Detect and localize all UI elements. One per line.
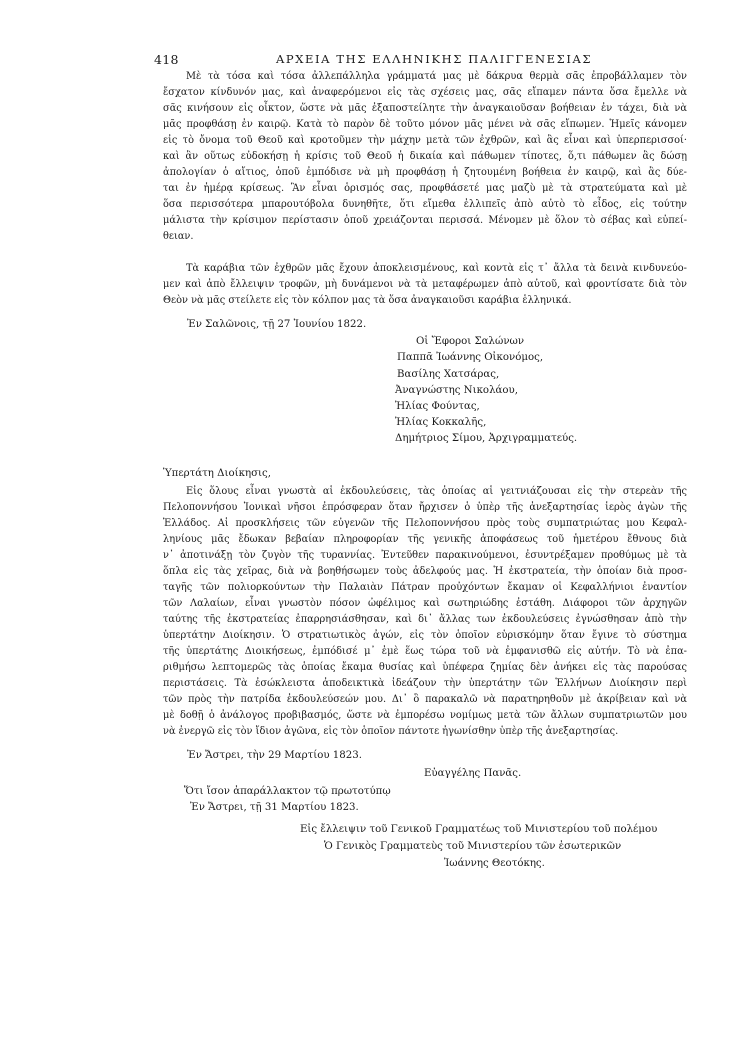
closing-line: Εἰς ἔλλειψιν τοῦ Γενικοῦ Γραμματέως τοῦ Μινιστερίου τοῦ πολέμου — [300, 824, 658, 835]
text-line: Μὲ τὰ τόσα καὶ τόσα ἀλλεπάλληλα γράμματά μας μὲ δάκρυα θερμὰ σᾶς ἐπροβάλλαμεν τὸν — [186, 71, 687, 82]
letter2-body — [163, 484, 687, 740]
page-number: 418 — [154, 52, 179, 67]
text-line: ται ἐν ἡμέρᾳ κρίσεως. Ἂν εἶναι ὁρισμός σας, προφθάσετέ μας μαζὺ μὲ τὰ στρατεύματα καὶ μὲ — [163, 183, 687, 194]
text-line: Τὰ καράβια τῶν ἐχθρῶν μᾶς ἔχουν ἀποκλεισμένους, καὶ κοντὰ εἰς τ᾽ ἄλλα τὰ δεινὰ κινδυνεύο- — [186, 263, 687, 274]
text-line: Πελοποννήσου Ἰονικαὶ νῆσοι ἐπρόσφεραν ὅταν ἤρχισεν ὁ ὑπὲρ τῆς ἀνεξαρτησίας ἱερὸς ἀγὼν τῆς — [163, 502, 687, 513]
text-line: Θεὸν νὰ μᾶς στείλετε εἰς τὸν κόλπον μας τὰ ὅσα ἀναγκαιοῦσι καράβια ἑλληνικά. — [163, 295, 572, 306]
closing-line: Ὁ Γενικὸς Γραμματεὺς τοῦ Μινιστερίου τῶν ἐσωτερικῶν — [324, 841, 622, 852]
signature-line: Ἀναγνώστης Νικολάου, — [395, 385, 518, 396]
text-line: νὰ ἐνεργῶ εἰς τὸν ἴδιον ἀγῶνα, εἰς τὸν ὁποῖον πάντοτε ἠγωνίσθην ὑπὲρ τῆς ἀνεξαρτησίας. — [163, 726, 619, 737]
letter2-signature: Εὐαγγέλης Πανᾶς. — [424, 768, 522, 779]
signature-line: Δημήτριος Σίμου, Ἀρχιγραμματεύς. — [395, 433, 578, 444]
signature-line: Ἠλίας Κοκκαλῆς, — [395, 417, 487, 428]
text-line: τῶν πρὸς τὴν πατρίδα ἐκδουλεύσεών μου. Δι᾽ ὃ παρακαλῶ νὰ παρατηρηθοῦν μὲ ἀκρίβειαν καὶ νὰ — [163, 694, 687, 705]
text-line: καὶ ἂν οὕτως εὐδοκήσῃ ἡ κρίσις τοῦ Θεοῦ ἡ δικαία καὶ πάθωμεν τίποτες, ὅ,τι πάθωμεν ἂς δώσῃ — [163, 151, 687, 162]
signature-heading: Οἱ Ἔφοροι Σαλώνων — [416, 336, 525, 347]
letter1-date: Ἐν Σαλῶνοις, τῇ 27 Ἰουνίου 1822. — [187, 319, 367, 330]
letter2-date: Ἐν Ἄστρει, τὴν 29 Μαρτίου 1823. — [187, 750, 362, 761]
text-line: ἀπολογίαν ὁ αἴτιος, ὁποῦ ἐμπόδισε νὰ μὴ προφθάσῃ ἡ ζητουμένη βοήθεια ἐν καιρῷ, καὶ ἂς δύε- — [163, 167, 687, 178]
text-line: μὲ δοθῇ ὁ ἀνάλογος προβιβασμός, ὥστε νὰ ἐμπορέσω νομίμως μετὰ τῶν ἄλλων συμπατριωτῶν μου — [163, 710, 687, 721]
text-line: ληνίους μᾶς ἔδωκαν βεβαίαν πληροφορίαν τῆς γενικῆς ἀποφάσεως τοῦ ἡμετέρου ἔθνους διὰ — [163, 534, 687, 545]
signature-line: Βασίλης Χατσάρας, — [397, 369, 500, 380]
text-line: ριθμήσω λεπτομερῶς τὰς ὁποίας ἔκαμα θυσίας καὶ ὑπέφερα ζημίας δὲν ἀνήκει εἰς τὰς παρούσας — [163, 662, 687, 673]
text-line: σᾶς κινήσουν εἰς οἶκτον, ὥστε νὰ μᾶς ἐξαποστείλητε τὴν ἀναγκαιοῦσαν βοήθειαν ἐν τάχει, διὰ νὰ — [163, 103, 687, 114]
certification-date: Ἐν Ἄστρει, τῇ 31 Μαρτίου 1823. — [190, 802, 359, 813]
text-line: τῆς ὑπερτάτης Διοικήσεως, ἐμπόδισέ μ᾽ ἐμὲ ἕως τώρα τοῦ νὰ ἐμφανισθῶ εἰς αὐτήν. Τὸ νὰ ἐπα- — [163, 646, 687, 657]
text-line: θειαν. — [163, 231, 194, 242]
text-line: Ἑλλάδος. Αἱ προσκλήσεις τῶν εὐγενῶν τῆς Πελοποννήσου πρὸς τοὺς συμπατριώτας μου Κεφαλ- — [163, 518, 687, 529]
letter2-salutation: Ὑπερτάτη Διοίκησις, — [163, 468, 271, 479]
text-line: εἰς τὸ ὄνομα τοῦ Θεοῦ καὶ κροτοῦμεν τὴν μάχην μετὰ τῶν ἐχθρῶν, καὶ ἂς εἶναι καὶ ὑπερπερισσοί· — [163, 135, 687, 146]
text-line: ἔσχατον κίνδυνόν μας, καὶ ἀναφερόμενοι εἰς τὰς σχέσεις μας, σᾶς εἴπαμεν πάντα ὅσα ἔμελλε νὰ — [163, 87, 687, 98]
running-title: ΑΡΧΕΙΑ ΤΗΣ ΕΛΛΗΝΙΚΗΣ ΠΑΛΙΓΓΕΝΕΣΙΑΣ — [276, 52, 593, 66]
text-line: ν᾽ ἀποτινάξῃ τὸν ζυγὸν τῆς τυραννίας. Ἐντεῦθεν παρακινούμενοι, ἐσυντρέξαμεν προθύμως μὲ τὰ — [163, 550, 687, 561]
signature-line: Ἠλίας Φούντας, — [395, 401, 480, 412]
signature-line: Παππᾶ Ἰωάννης Οἰκονόμος, — [397, 352, 544, 363]
text-line: μᾶς προφθάσῃ ἐν καιρῷ. Κατὰ τὸ παρὸν δὲ τοῦτο μόνον μᾶς μένει νὰ σᾶς εἴπωμεν. Ἡμεῖς κάνομεν — [163, 119, 687, 130]
text-line: μεν καὶ ἀπὸ ἔλλειψιν τροφῶν, μὴ δυνάμενοι νὰ τὰ μεταφέρωμεν ἀπὸ αὐτοῦ, καὶ φροντίσατε διὰ τὸν — [163, 279, 687, 290]
text-line: περιστάσεις. Τὰ ἐσώκλειστα ἀποδεικτικὰ ἰδεάζουν τὴν ὑπερτάτην τῶν Ἑλλήνων Διοίκησιν περὶ — [163, 678, 687, 689]
certification-line: Ὅτι ἴσον ἀπαράλλακτον τῷ πρωτοτύπῳ — [184, 786, 391, 797]
text-line: ταύτης τῆς ἐκστρατείας ἐπαρρησιάσθησαν, καὶ δι᾽ ἄλλας των ἐκδουλεύσεις ἐγνώσθησαν ἀπὸ τὴν — [163, 614, 687, 625]
letter1-paragraph1 — [163, 69, 687, 245]
text-line: ταγῆς τῶν πολιορκούντων τὴν Παλαιὰν Πάτραν προὐχόντων ἔκαμαν οἱ Κεφαλλήνιοι ἐναντίον — [163, 582, 687, 593]
letter1-paragraph2 — [163, 261, 687, 309]
text-line: ὅσα περισσότερα μπαρουτόβολα δυνηθῆτε, ὅτι εἴμεθα ἐλλιπεῖς ἀπὸ αὐτὸ τὸ εἶδος, εἰς τούτην — [163, 199, 687, 210]
text-line: ὑπερτάτην Διοίκησιν. Ὁ στρατιωτικὸς ἀγών, εἰς τὸν ὁποῖον εὑρισκόμην ὅταν ἔγινε τὸ σύστημα — [163, 630, 687, 641]
text-line: ὅπλα εἰς τὰς χεῖρας, διὰ νὰ βοηθήσωμεν τοὺς ἀδελφούς μας. Ἡ ἐκστρατεία, τὴν ὁποίαν διὰ προσ- — [163, 566, 687, 577]
closing-signatory: Ἰωάννης Θεοτόκης. — [444, 858, 545, 869]
text-line: μάλιστα τὴν κρίσιμον περίστασιν ὁποῦ χρειάζονται περισσά. Μένομεν μὲ ὅλον τὸ σέβας καὶ εὐπεί- — [163, 215, 687, 226]
text-line: τῶν Λαλαίων, εἶναι γνωστὸν πόσον ὠφέλιμος καὶ σωτηριώδης ἐστάθη. Διάφοροι τῶν ἀρχηγῶν — [163, 598, 687, 609]
text-line: Εἰς ὅλους εἶναι γνωστὰ αἱ ἐκδουλεύσεις, τὰς ὁποίας αἱ γειτνιάζουσαι εἰς τὴν στερεὰν τῆς — [186, 486, 687, 497]
